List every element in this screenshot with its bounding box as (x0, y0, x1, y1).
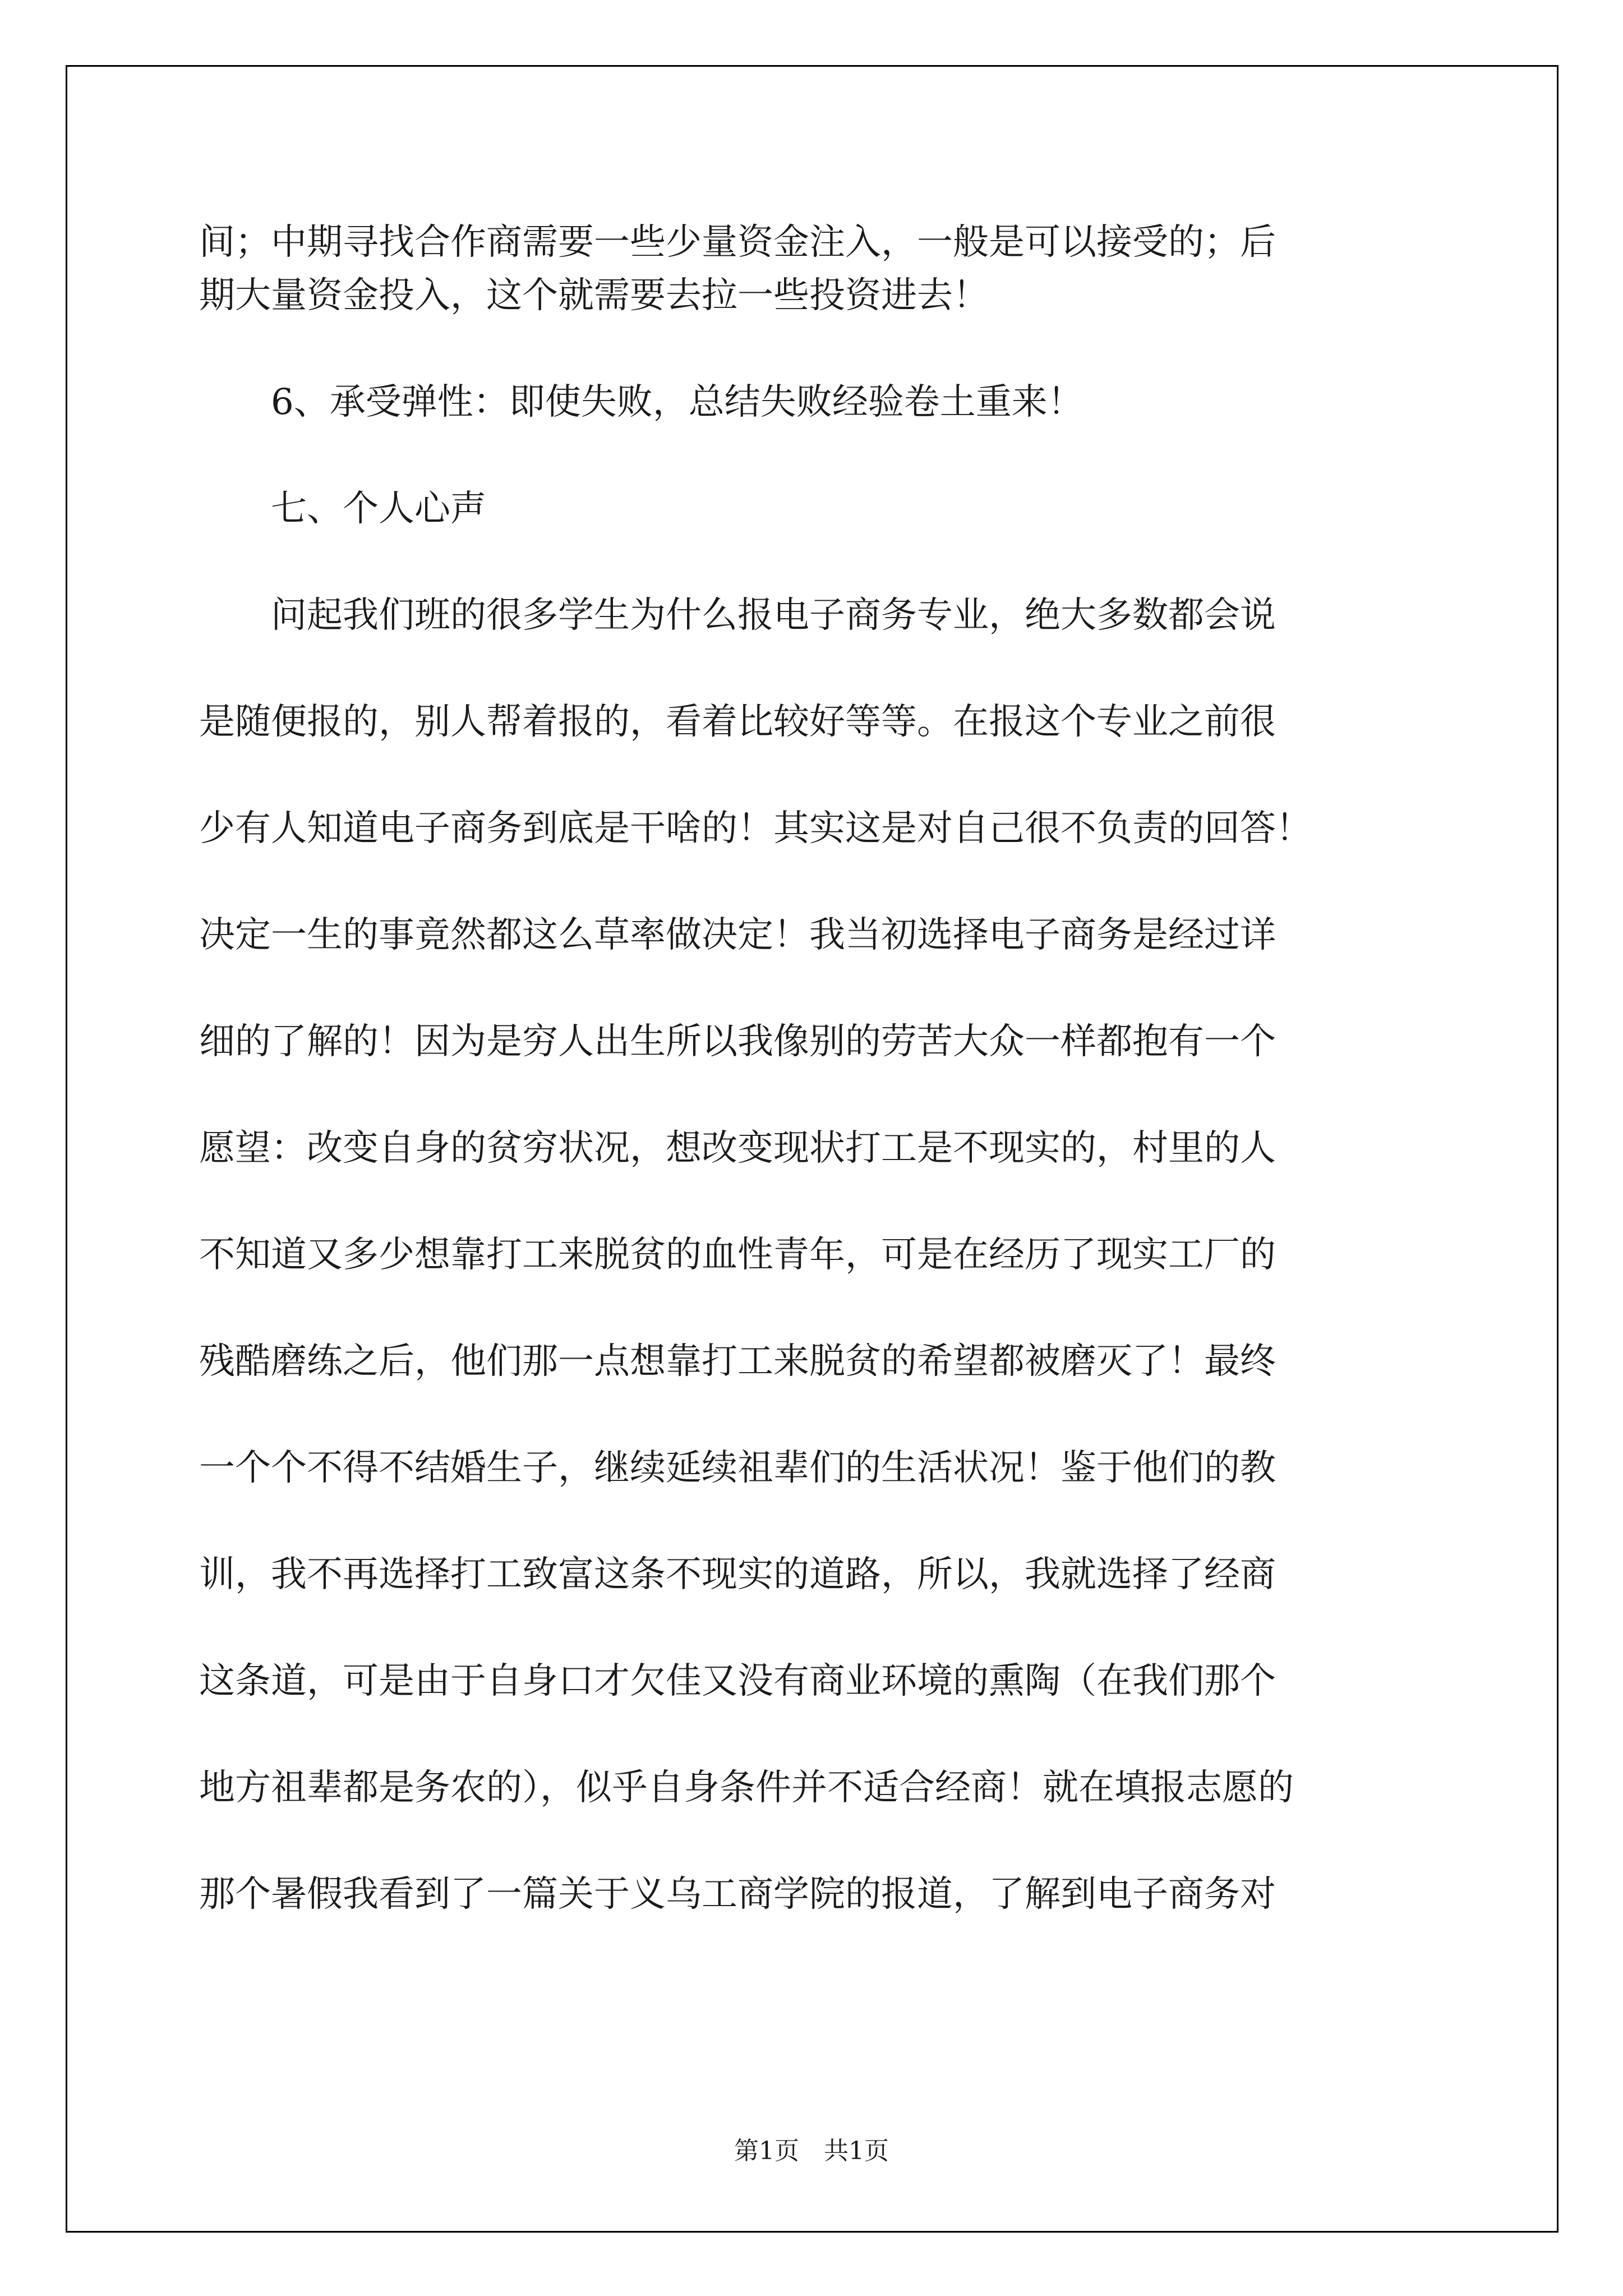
text-line: 6、承受弹性：即使失败，总结失败经验卷土重来！ (271, 381, 1083, 423)
text-line: 那个暑假我看到了一篇关于义乌工商学院的报道，了解到电子商务对 (199, 1874, 1276, 1915)
page-footer: 第1页 共1页 (734, 2137, 889, 2165)
section-heading: 七、个人心声 (271, 488, 486, 530)
text-line: 问起我们班的很多学生为什么报电子商务专业，绝大多数都会说 (271, 595, 1276, 636)
text-line: 间；中期寻找合作商需要一些少量资金注入，一般是可以接受的；后 (199, 222, 1276, 263)
text-line: 细的了解的！因为是穷人出生所以我像别的劳苦大众一样都抱有一个 (199, 1021, 1276, 1062)
text-line: 愿望：改变自身的贫穷状况，想改变现状打工是不现实的，村里的人 (199, 1128, 1276, 1169)
text-line: 决定一生的事竟然都这么草率做决定！我当初选择电子商务是经过详 (199, 914, 1276, 956)
document-body (199, 216, 1433, 1921)
text-line: 不知道又多少想靠打工来脱贫的血性青年，可是在经历了现实工厂的 (199, 1234, 1276, 1276)
text-line: 期大量资金投入，这个就需要去拉一些投资进去！ (199, 275, 989, 316)
text-line: 一个个不得不结婚生子，继续延续祖辈们的生活状况！鉴于他们的教 (199, 1447, 1276, 1489)
text-line: 是随便报的，别人帮着报的，看着比较好等等。在报这个专业之前很 (199, 701, 1276, 743)
text-line: 训，我不再选择打工致富这条不现实的道路，所以，我就选择了经商 (199, 1554, 1276, 1595)
text-line: 地方祖辈都是务农的），似乎自身条件并不适合经商！就在填报志愿的 (199, 1767, 1294, 1809)
text-line: 少有人知道电子商务到底是干啥的！其实这是对自己很不负责的回答！ (199, 808, 1312, 849)
text-line: 这条道，可是由于自身口才欠佳又没有商业环境的熏陶（在我们那个 (199, 1660, 1276, 1702)
text-line: 残酷磨练之后，他们那一点想靠打工来脱贫的希望都被磨灭了！最终 (199, 1341, 1276, 1382)
